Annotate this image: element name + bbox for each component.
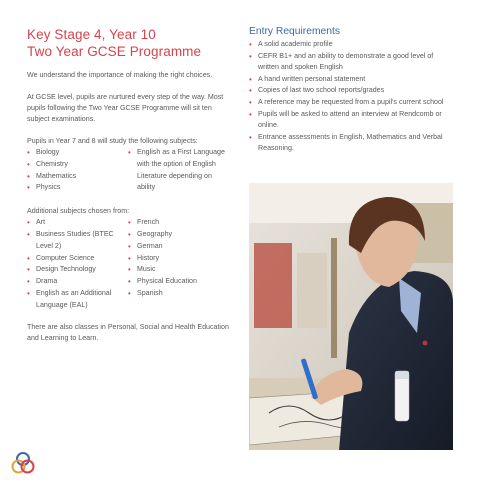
additional-subject-item: • Drama xyxy=(27,276,128,288)
gcse-paragraph: At GCSE level, pupils are nurtured every step of the way. Most pupils following the Two Year GCSE Programme will sit ten subject examinations. xyxy=(27,93,224,123)
blazer-badge xyxy=(423,341,428,346)
subjects-intro: Pupils in Year 7 and 8 will study the following subjects: xyxy=(27,137,198,145)
student-drawing-photo xyxy=(249,183,453,450)
additional-subject-item: • French xyxy=(128,217,232,229)
additional-subjects-col-1 xyxy=(27,217,128,311)
entry-requirement-item: • Copies of last two school reports/grades xyxy=(249,85,454,97)
easel-leg xyxy=(331,238,337,358)
canvas-board xyxy=(297,253,327,328)
core-subject-item: • Chemistry xyxy=(27,159,128,171)
entry-requirement-item: • A hand written personal statement xyxy=(249,74,454,86)
additional-subject-item: • Physical Education xyxy=(128,276,232,288)
entry-requirement-item: • CEFR B1+ and an ability to demonstrate a good level of written and spoken English xyxy=(249,51,454,74)
core-subject-item: • English as a First Language with the option of English Literature depending on ability xyxy=(128,147,232,194)
additional-subjects-list xyxy=(27,217,232,311)
core-subject-item: • Mathematics xyxy=(27,171,128,183)
entry-requirement-item: • A solid academic profile xyxy=(249,39,454,51)
entry-requirement-item: • Entrance assessments in English, Mathematics and Verbal Reasoning. xyxy=(249,132,454,155)
glue-stick-cap xyxy=(395,371,409,379)
additional-subject-item: • Business Studies (BTEC Level 2) xyxy=(27,229,128,253)
core-subjects-list xyxy=(27,147,232,194)
title-line-1: Key Stage 4, Year 10 xyxy=(27,27,156,42)
entry-requirement-item: • Pupils will be asked to attend an interview at Rendcomb or online. xyxy=(249,109,454,132)
intro-paragraph: We understand the importance of making the right choices. xyxy=(27,71,213,79)
additional-subject-item: • Art xyxy=(27,217,128,229)
title-line-2: Two Year GCSE Programme xyxy=(27,44,202,59)
core-subjects-col-2 xyxy=(128,147,232,194)
entry-requirement-item: • A reference may be requested from a pupil's current school xyxy=(249,97,454,109)
entry-requirements-title: Entry Requirements xyxy=(249,26,340,37)
core-subject-item: • Biology xyxy=(27,147,128,159)
additional-subject-item: • Geography xyxy=(128,229,232,241)
additional-subject-item: • English as an Additional Language (EAL) xyxy=(27,288,128,312)
core-subjects-col-1 xyxy=(27,147,128,194)
additional-subject-item: • Spanish xyxy=(128,288,232,300)
photo-illustration xyxy=(249,183,453,450)
additional-subject-item: • German xyxy=(128,241,232,253)
red-artwork xyxy=(254,243,292,328)
core-subject-item: • Physics xyxy=(27,182,128,194)
additional-subject-item: • Music xyxy=(128,264,232,276)
page-title xyxy=(27,26,232,60)
additional-subjects-col-2 xyxy=(128,217,232,311)
additional-subject-item: • History xyxy=(128,253,232,265)
closing-paragraph: There are also classes in Personal, Social and Health Education and Learning to Learn. xyxy=(27,322,229,342)
additional-subject-item: • Design Technology xyxy=(27,264,128,276)
entry-requirements-list xyxy=(249,39,454,155)
additional-subject-item: • Computer Science xyxy=(27,253,128,265)
entry-requirements-section xyxy=(249,25,454,155)
gcse-programme-section xyxy=(27,26,232,344)
school-logo-icon xyxy=(10,450,36,476)
logo-rings xyxy=(10,450,36,476)
additional-intro: Additional subjects chosen from: xyxy=(27,207,130,216)
